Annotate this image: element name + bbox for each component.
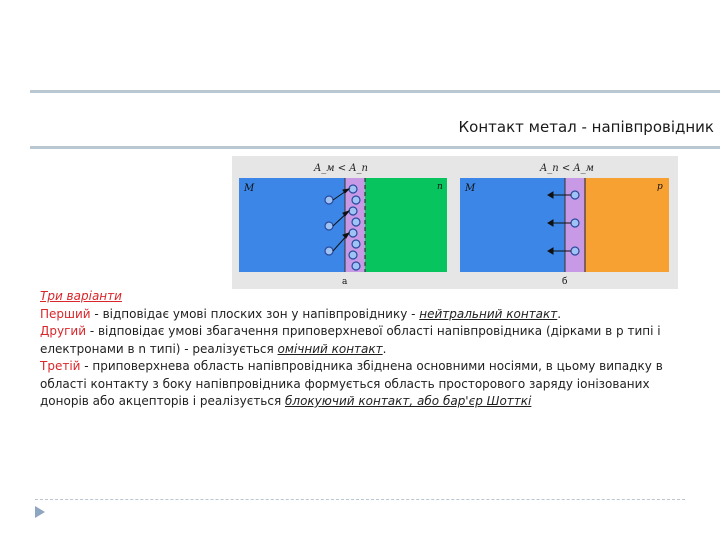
electron (571, 219, 579, 227)
top-rule (30, 90, 720, 93)
electron (571, 191, 579, 199)
right-semiconductor (585, 178, 669, 272)
item-label: Третій (40, 359, 81, 373)
ohmic-contact-link[interactable]: омічний контакт (277, 341, 383, 356)
title-rule (30, 146, 720, 149)
electron (352, 262, 360, 270)
right-metal (460, 178, 565, 272)
left-semi-label: n (437, 182, 443, 192)
electron (349, 185, 357, 193)
right-formula: A_п < A_м (540, 163, 594, 174)
heading-text: Три варіанти (40, 289, 122, 303)
right-metal-label: M (465, 183, 476, 194)
item-label: Другий (40, 324, 86, 338)
right-semi-label: p (657, 182, 663, 192)
left-metal-label: M (244, 183, 255, 194)
left-formula: A_м < A_п (314, 163, 368, 174)
schottky-contact-link[interactable]: блокуючий контакт, або бар'єр Шотткі (285, 394, 532, 408)
item-third (40, 358, 680, 411)
content-heading (40, 288, 680, 306)
slide-title: Контакт метал - напівпровідник (458, 118, 714, 136)
footer-divider (35, 499, 685, 500)
electron (352, 218, 360, 226)
electron (349, 229, 357, 237)
left-semiconductor (365, 178, 447, 272)
item-text: - відповідає умові збагачення приповерхневої області напівпровідника (дірками в р типі і електронами в n типі) - реалізується (40, 324, 661, 356)
electron (325, 222, 333, 230)
item-text: - приповерхнева область напівпровідника збіднена основними носіями, в цьому випадку в області контакту з боку напівпровідника формується область просторового заряду іонізованих донорів або акцепторів і реалізується (40, 359, 663, 408)
item-after: . (557, 306, 562, 321)
electron (349, 251, 357, 259)
item-label: Перший (40, 306, 91, 321)
item-after: . (382, 341, 387, 356)
content-block (40, 288, 680, 411)
item-first (40, 306, 680, 324)
electron (352, 196, 360, 204)
electron (349, 207, 357, 215)
electron (352, 240, 360, 248)
left-caption: а (342, 277, 348, 287)
right-panel (460, 163, 669, 287)
play-arrow-icon[interactable] (34, 505, 46, 519)
item-text: - відповідає умові плоских зон у напівпровіднику - (90, 306, 420, 321)
electron (571, 247, 579, 255)
left-panel (239, 163, 447, 287)
neutral-contact-link[interactable]: нейтральний контакт (419, 306, 558, 321)
item-second (40, 323, 680, 358)
right-caption: б (562, 277, 568, 287)
contact-figure (232, 156, 678, 289)
electron (325, 196, 333, 204)
electron (325, 247, 333, 255)
